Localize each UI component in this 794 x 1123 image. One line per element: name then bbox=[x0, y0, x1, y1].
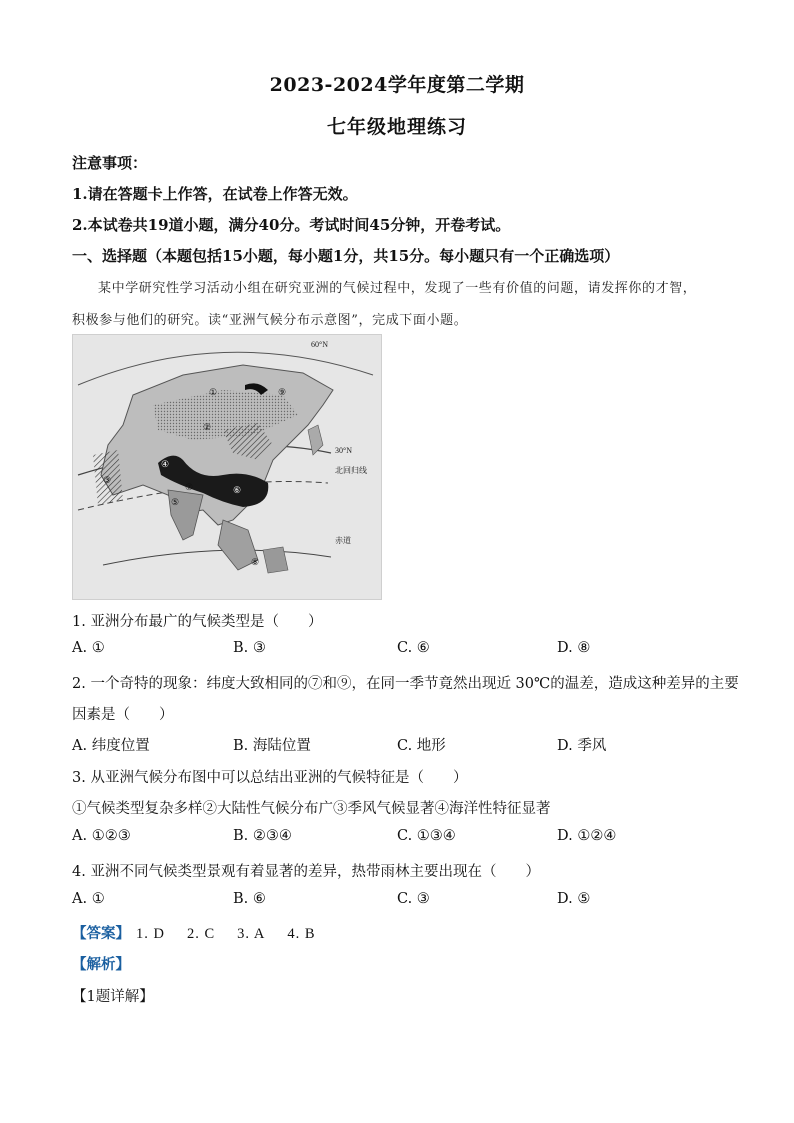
question-4-stem: 4. 亚洲不同气候类型景观有着显著的差异，热带雨林主要出现在（ ） bbox=[72, 864, 540, 880]
question-2-option-c: C. 地形 bbox=[397, 738, 446, 754]
asia-climate-map bbox=[72, 334, 382, 600]
notice-item-2: 2.本试卷共19道小题，满分40分。考试时间45分钟，开卷考试。 bbox=[72, 216, 511, 234]
question-1-option-d: D. ⑧ bbox=[557, 640, 591, 656]
page-title-line2: 七年级地理练习 bbox=[326, 116, 467, 138]
question-4-option-d: D. ⑤ bbox=[557, 891, 591, 907]
notice-heading: 注意事项： bbox=[72, 154, 148, 172]
question-4-option-a: A. ① bbox=[72, 891, 105, 907]
question-3-option-d: D. ①②④ bbox=[557, 828, 617, 844]
question-1-option-b: B. ③ bbox=[233, 640, 266, 656]
question-2-stem-line2: 因素是（ ） bbox=[72, 707, 174, 723]
label-30n: 30°N bbox=[335, 446, 352, 455]
equator-line bbox=[103, 550, 331, 565]
intro-line-1: 某中学研究性学习活动小组在研究亚洲的气候过程中，发现了一些有价值的问题，请发挥你的才智， bbox=[98, 281, 697, 296]
question-2-stem-line1: 2. 一个奇特的现象：纬度大致相同的⑦和⑨，在同一季节竟然出现近 30℃的温差，造成这种差异的主要 bbox=[72, 676, 739, 692]
answer-label: 【答案】 bbox=[72, 925, 130, 942]
marker-6: ⑥ bbox=[233, 486, 242, 496]
label-60n: 60°N bbox=[311, 340, 328, 349]
detail-label: 【1题详解】 bbox=[72, 989, 154, 1005]
analysis-label: 【解析】 bbox=[72, 956, 130, 973]
question-4-option-b: B. ⑥ bbox=[233, 891, 266, 907]
notice-item-1: 1.请在答题卡上作答，在试卷上作答无效。 bbox=[72, 185, 358, 203]
marker-8: ⑧ bbox=[251, 558, 260, 568]
marker-3: ③ bbox=[103, 476, 112, 486]
question-2-option-a: A. 纬度位置 bbox=[72, 738, 150, 754]
label-tropic: 北回归线 bbox=[335, 466, 367, 475]
page-title-line1: 2023-2024学年度第二学期 bbox=[269, 74, 525, 96]
label-equator: 赤道 bbox=[335, 536, 351, 545]
section-heading: 一、选择题（本题包括15小题，每小题1分，共15分。每小题只有一个正确选项） bbox=[72, 247, 620, 265]
marker-9: ⑨ bbox=[278, 388, 287, 398]
question-1-option-a: A. ① bbox=[72, 640, 105, 656]
question-2-option-b: B. 海陆位置 bbox=[233, 738, 311, 754]
marker-7: ⑦ bbox=[185, 483, 194, 493]
answer-2: 2. C bbox=[186, 926, 216, 942]
question-1-option-c: C. ⑥ bbox=[397, 640, 430, 656]
question-4-option-c: C. ③ bbox=[397, 891, 430, 907]
question-2-option-d: D. 季风 bbox=[557, 738, 607, 754]
answer-line bbox=[72, 922, 338, 943]
question-1-stem: 1. 亚洲分布最广的气候类型是（ ） bbox=[72, 614, 323, 630]
map-graphic bbox=[73, 335, 381, 599]
answer-3: 3. A bbox=[237, 926, 266, 942]
question-3-statements: ①气候类型复杂多样②大陆性气候分布广③季风气候显著④海洋性特征显著 bbox=[72, 801, 551, 817]
intro-line-2: 积极参与他们的研究。读“亚洲气候分布示意图”，完成下面小题。 bbox=[72, 313, 468, 328]
answer-1: 1. D bbox=[136, 926, 165, 942]
marker-4: ④ bbox=[161, 460, 170, 470]
marker-2: ② bbox=[203, 423, 212, 433]
marker-1: ① bbox=[209, 388, 218, 398]
answer-4: 4. B bbox=[287, 926, 316, 942]
question-3-option-c: C. ①③④ bbox=[397, 828, 456, 844]
question-3-stem: 3. 从亚洲气候分布图中可以总结出亚洲的气候特征是（ ） bbox=[72, 770, 468, 786]
question-3-option-b: B. ②③④ bbox=[233, 828, 292, 844]
question-3-option-a: A. ①②③ bbox=[72, 828, 131, 844]
marker-5: ⑤ bbox=[171, 498, 180, 508]
